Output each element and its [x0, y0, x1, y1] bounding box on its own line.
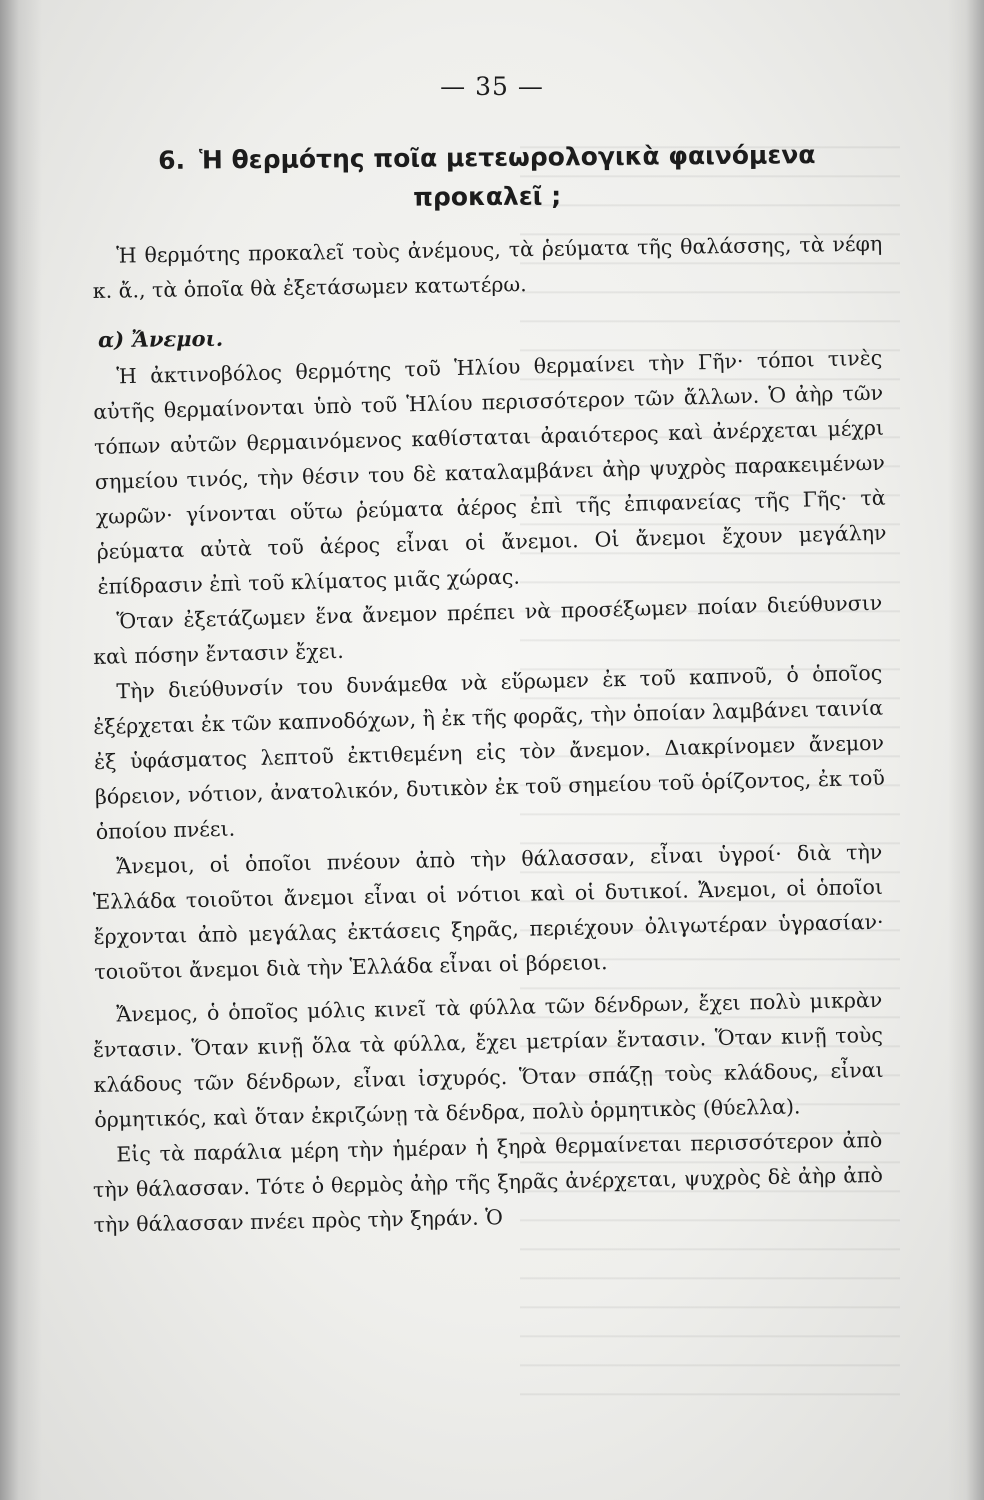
intro-paragraph: Ἡ θερμότης προκαλεῖ τοὺς ἀνέμους, τὰ ῥεύματα τῆς θαλάσσης, τὰ νέφη κ. ἄ., τὰ ὁποῖα θὰ ἐξετάσωμεν κατωτέρω. [92, 231, 883, 303]
paragraph-intensity: Ἄνεμος, ὁ ὁποῖος μόλις κινεῖ τὰ φύλλα τῶν δένδρων, ἔχει πολὺ μικρὰν ἔντασιν. Ὅταν κινῇ ὅλα τὰ φύλλα, ἔχει μετρίαν ἔντασιν. Ὅταν κινῇ τοὺς κλάδους τῶν δένδρων, εἶναι ἰσχυρός. Ὅταν σπάζῃ τοὺς κλάδους, εἶναι ὁρμητικός, καὶ ὅταν ἐκριζώνῃ τὰ δένδρα, πολὺ ὁρμητικὸς (θύελλα). [92, 987, 884, 1132]
paragraph-humidity: Ἄνεμοι, οἱ ὁποῖοι πνέουν ἀπὸ τὴν θάλασσαν, εἶναι ὑγροί· διὰ τὴν Ἑλλάδα τοιοῦτοι ἄνεμοι εἶναι οἱ νότιοι καὶ οἱ δυτικοί. Ἄνεμοι, οἱ ὁποῖοι ἔρχονται ἀπὸ μεγάλας ἐκτάσεις ξηρᾶς, περιέχουν ὀλιγωτέραν ὑγρασίαν· τοιοῦτοι ἄνεμοι διὰ τὴν Ἑλλάδα εἶναι οἱ βόρειοι. [92, 839, 884, 984]
paragraph-wind-formation: Ἡ ἀκτινοβόλος θερμότης τοῦ Ἡλίου θερμαίνει τὴν Γῆν· τόποι τινὲς αὐτῆς θερμαίνονται ὑπὸ τοῦ Ἡλίου περισσότερον τῶν ἄλλων. Ὁ ἀὴρ τῶν τόπων αὐτῶν θερμαινόμενος καθίσταται ἀραιότερος καὶ ἀνέρχεται μέχρι σημείου τινός, τὴν θέσιν του δὲ καταλαμβάνει ἀὴρ ψυχρὸς παρακειμένων χωρῶν· γίνονται οὕτω ῥεύματα ἀέρος ἐπὶ τῆς ἐπιφανείας τῆς Γῆς· τὰ ῥεύματα αὐτὰ τοῦ ἀέρος εἶναι οἱ ἄνεμοι. Οἱ ἄνεμοι ἔχουν μεγάλην ἐπίδρασιν ἐπὶ τοῦ κλίματος μιᾶς χώρας. [92, 345, 887, 599]
section-title-line-1: Ἡ θερμότης ποῖα μετεωρολογικὰ φαινόμενα [198, 140, 816, 175]
page-edge-shadow [948, 0, 984, 1500]
paragraph-sea-breeze: Εἰς τὰ παράλια μέρη τὴν ἡμέραν ἡ ξηρὰ θερμαίνεται περισσότερον ἀπὸ τὴν θάλασσαν. Τότε ὁ θερμὸς ἀὴρ τῆς ξηρᾶς ἀνέρχεται, ψυχρὸς δὲ ἀὴρ ἀπὸ τὴν θάλασσαν πνέει πρὸς τὴν ξηράν. Ὁ [92, 1127, 884, 1237]
section-number: 6. [158, 145, 186, 175]
paragraph-direction-intensity: Ὅταν ἐξετάζωμεν ἕνα ἄνεμον πρέπει νὰ προσέξωμεν ποίαν διεύθυνσιν καὶ πόσην ἔντασιν ἔχει. [92, 590, 883, 669]
page-content [92, 72, 887, 1243]
page-number: — 35 — [440, 72, 544, 101]
section-heading [92, 136, 883, 220]
section-title-line-2: προκαλεῖ ; [413, 181, 562, 212]
binding-shadow [0, 0, 42, 1500]
paragraph-direction: Τὴν διεύθυνσίν του δυνάμεθα νὰ εὕρωμεν ἐκ τοῦ καπνοῦ, ὁ ὁποῖος ἐξέρχεται ἐκ τῶν καπνοδόχων, ἢ ἐκ τῆς φορᾶς, τὴν ὁποίαν λαμβάνει ταινία ἐξ ὑφάσματος λεπτοῦ ἐκτιθεμένη εἰς τὸν ἄνεμον. Διακρίνομεν ἄνεμον βόρειον, νότιον, ἀνατολικόν, δυτικὸν ἐκ τοῦ σημείου τοῦ ὁρίζοντος, ἐκ τοῦ ὁποίου πνέει. [92, 660, 886, 844]
section-heading-line-1 [92, 136, 882, 182]
subheading-winds: α) Ἄνεμοι. [97, 325, 224, 352]
